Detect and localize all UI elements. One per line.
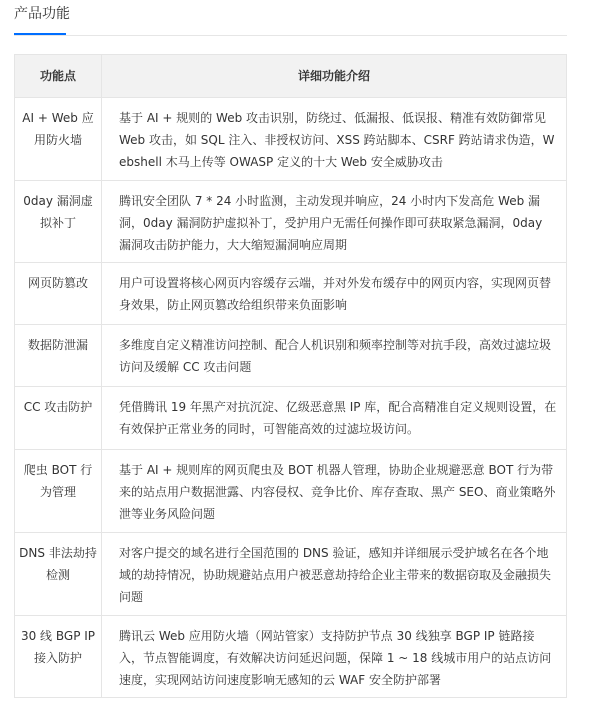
- section-divider: [14, 35, 567, 36]
- table-row: [15, 533, 567, 616]
- column-header-description: 详细功能介绍: [102, 55, 567, 98]
- feature-name: 0day 漏洞虚拟补丁: [15, 181, 102, 263]
- column-header-feature: 功能点: [15, 55, 102, 98]
- feature-table: [14, 54, 567, 698]
- feature-name: 爬虫 BOT 行为管理: [15, 450, 102, 533]
- table-row: [15, 98, 567, 181]
- feature-description: 腾讯安全团队 7 * 24 小时监测，主动发现并响应，24 小时内下发高危 Web 漏洞，0day 漏洞防护虚拟补丁，受护用户无需任何操作即可获取紧急漏洞，0day 漏洞攻击防护能力，大大缩短漏洞响应周期: [102, 181, 567, 263]
- feature-name: DNS 非法劫持检测: [15, 533, 102, 616]
- feature-description: 用户可设置将核心网页内容缓存云端，并对外发布缓存中的网页内容，实现网页替身效果，防止网页篡改给组织带来负面影响: [102, 263, 567, 325]
- feature-name: 网页防篡改: [15, 263, 102, 325]
- feature-name: CC 攻击防护: [15, 387, 102, 450]
- table-row: [15, 616, 567, 698]
- table-row: [15, 263, 567, 325]
- feature-description: 凭借腾讯 19 年黑产对抗沉淀、亿级恶意黑 IP 库，配合高精准自定义规则设置，在有效保护正常业务的同时，可智能高效的过滤垃圾访问。: [102, 387, 567, 450]
- table-row: [15, 181, 567, 263]
- feature-description: 对客户提交的域名进行全国范围的 DNS 验证，感知并详细展示受护域名在各个地域的劫持情况，协助规避站点用户被恶意劫持给企业主带来的数据窃取及金融损失问题: [102, 533, 567, 616]
- table-header-row: [15, 55, 567, 98]
- table-row: [15, 450, 567, 533]
- feature-name: AI + Web 应用防火墙: [15, 98, 102, 181]
- feature-description: 多维度自定义精准访问控制、配合人机识别和频率控制等对抗手段，高效过滤垃圾访问及缓解 CC 攻击问题: [102, 325, 567, 387]
- table-row: [15, 325, 567, 387]
- section-title: 产品功能: [14, 6, 70, 22]
- table-row: [15, 387, 567, 450]
- feature-description: 基于 AI + 规则库的网页爬虫及 BOT 机器人管理，协助企业规避恶意 BOT 行为带来的站点用户数据泄露、内容侵权、竞争比价、库存查取、黑产 SEO、商业策略外泄等业务风险问题: [102, 450, 567, 533]
- feature-name: 数据防泄漏: [15, 325, 102, 387]
- feature-name: 30 线 BGP IP 接入防护: [15, 616, 102, 698]
- feature-description: 腾讯云 Web 应用防火墙（网站管家）支持防护节点 30 线独享 BGP IP 链路接入，节点智能调度，有效解决访问延迟问题，保障 1 ~ 18 线城市用户的站点访问速度，实现网站访问速度影响无感知的云 WAF 安全防护部署: [102, 616, 567, 698]
- feature-description: 基于 AI + 规则的 Web 攻击识别，防绕过、低漏报、低误报、精准有效防御常见 Web 攻击，如 SQL 注入、非授权访问、XSS 跨站脚本、CSRF 跨站请求伪造，Webshell 木马上传等 OWASP 定义的十大 Web 安全威胁攻击: [102, 98, 567, 181]
